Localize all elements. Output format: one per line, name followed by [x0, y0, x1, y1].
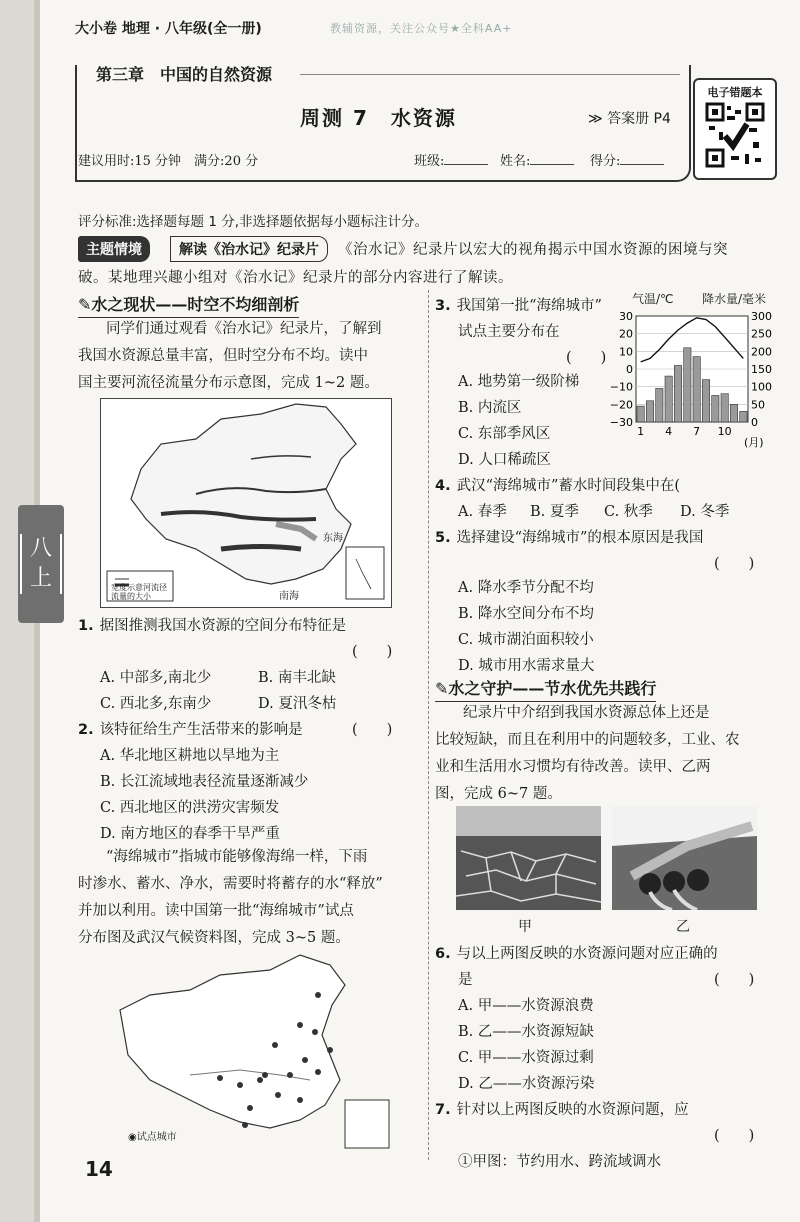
section1-paragraph: [78, 316, 418, 397]
para-line: 并加以利用。读中国第一批“海绵城市”试点: [78, 903, 354, 919]
question-number: 4.: [435, 478, 451, 494]
temp-tick-label: 20: [619, 327, 633, 341]
option[interactable]: B. 乙——水资源短缺: [458, 1024, 594, 1040]
para-line: 我国水资源总量丰富，但时空分布不均。读中: [78, 348, 368, 364]
class-field[interactable]: [414, 150, 488, 169]
precip-tick-label: 50: [751, 398, 765, 412]
answer-line: ①甲图：节约用水、跨流域调水: [458, 1154, 661, 1170]
section-heading-protect: [435, 676, 656, 702]
column-divider: [428, 290, 430, 1160]
watermark: 教辅资源，关注公众号★全科AA+: [330, 22, 513, 35]
question-2: [78, 718, 303, 739]
pencil-icon: ✎: [78, 295, 92, 314]
photo-sewage-outfall: [612, 806, 757, 910]
precip-bar: [702, 380, 709, 422]
china-river-map-svg: [101, 399, 391, 607]
question-6-cont: 是: [458, 972, 473, 988]
section-heading-text: 水之现状——时空不均细剖析: [91, 295, 300, 314]
option[interactable]: D. 夏汛冬枯: [258, 696, 337, 712]
para-line: 时渗水、蓄水、净水，需要时将蓄存的水“释放”: [78, 876, 383, 892]
option[interactable]: A. 中部多,南北少: [100, 670, 212, 686]
answer-paren[interactable]: ( ): [714, 972, 755, 988]
precip-bar: [646, 401, 653, 422]
temp-tick-label: 0: [626, 363, 633, 376]
wuhan-climate-chart: [610, 290, 790, 450]
map-label-south-sea: 南海: [279, 591, 299, 602]
option[interactable]: C. 城市湖泊面积较小: [458, 632, 594, 648]
name-field[interactable]: [500, 150, 574, 169]
precip-bar: [693, 357, 700, 422]
question-1: [78, 614, 346, 635]
photo-label-jia: 甲: [518, 919, 532, 935]
precip-tick-label: 250: [751, 327, 772, 341]
option[interactable]: A. 华北地区耕地以旱地为主: [100, 748, 280, 764]
grade-side-tab: [18, 505, 64, 623]
question-number: 7.: [435, 1102, 451, 1118]
theme-intro-line-1: 《治水记》纪录片以宏大的视角揭示中国水资源的困境与突: [338, 242, 728, 258]
question-text: 针对以上两图反映的水资源问题，应: [456, 1102, 689, 1118]
question-number: 6.: [435, 946, 451, 962]
month-tick-label: 7: [693, 425, 701, 438]
option[interactable]: D. 城市用水需求量大: [458, 658, 595, 674]
precip-bar: [637, 406, 644, 422]
answer-paren[interactable]: ( ): [566, 350, 607, 366]
side-tab-char-1: 八: [20, 534, 62, 564]
question-3: [435, 294, 602, 315]
para-line: 业和生活用水习惯均有待改善。读甲、乙两: [435, 759, 711, 775]
side-tab-char-2: 上: [20, 564, 62, 594]
score-standard: 评分标准:选择题每题 1 分,非选择题依据每小题标注计分。: [78, 214, 429, 230]
option[interactable]: B. 降水空间分布不均: [458, 606, 594, 622]
qr-label: 电子错题本: [707, 86, 763, 99]
map-label-east-sea: 东海: [323, 533, 343, 544]
temp-tick-label: 30: [619, 310, 633, 323]
month-unit-label: (月): [744, 436, 764, 449]
chapter-title: 第三章 中国的自然资源: [90, 62, 278, 85]
month-tick-label: 4: [665, 425, 673, 438]
para-line: 国主要河流径流量分布示意图，完成 1~2 题。: [78, 375, 379, 391]
option[interactable]: C. 甲——水资源过剩: [458, 1050, 594, 1066]
precip-bar: [730, 404, 737, 422]
precip-tick-label: 100: [751, 380, 772, 394]
precip-bar: [684, 348, 691, 422]
chapter-divider: [300, 74, 680, 75]
temp-tick-label: −10: [610, 380, 633, 394]
question-number: 5.: [435, 530, 451, 546]
option[interactable]: A. 地势第一级阶梯: [458, 374, 580, 390]
question-text: 选择建设“海绵城市”的根本原因是我国: [456, 530, 704, 546]
question-text: 据图推测我国水资源的空间分布特征是: [99, 618, 347, 634]
map-legend-pilot: ◉试点城市: [128, 1132, 177, 1143]
option[interactable]: A. 降水季节分配不均: [458, 580, 594, 596]
sponge-city-map: [100, 950, 400, 1150]
option[interactable]: B. 内流区: [458, 400, 522, 416]
answer-reference: ≫ 答案册 P4: [588, 111, 671, 127]
sponge-city-map-svg: [100, 950, 400, 1150]
score-field[interactable]: [590, 150, 664, 169]
book-title: 大小卷 地理 · 八年级(全一册): [75, 21, 262, 37]
name-label: 姓名:: [500, 154, 531, 169]
photo-label-yi: 乙: [676, 919, 690, 935]
precip-bar: [674, 365, 681, 422]
question-text: 该特征给生产生活带来的影响是: [99, 722, 303, 738]
option[interactable]: C. 秋季: [604, 504, 653, 520]
option[interactable]: B. 长江流域地表径流量逐渐减少: [100, 774, 309, 790]
question-text: 我国第一批“海绵城市”: [456, 298, 602, 314]
para-line: 纪录片中介绍到我国水资源总体上还是: [463, 705, 710, 721]
precip-tick-label: 200: [751, 345, 772, 359]
question-text: 武汉“海绵城市”蓄水时间段集中在(: [456, 478, 681, 494]
para-line: 比较短缺，而且在利用中的问题较多，工业、农: [435, 732, 740, 748]
option[interactable]: A. 甲——水资源浪费: [458, 998, 594, 1014]
precip-bar: [665, 376, 672, 422]
precip-bar: [740, 411, 747, 422]
theme-subtitle: 解读《治水记》纪录片: [170, 236, 328, 262]
score-label: 得分:: [590, 154, 621, 169]
qr-code-icon[interactable]: [705, 102, 765, 168]
river-runoff-map: [100, 398, 392, 608]
answer-paren[interactable]: ( ): [352, 722, 393, 738]
question-number: 1.: [78, 618, 94, 634]
para-line: “海绵城市”指城市能够像海绵一样，下雨: [106, 849, 368, 865]
answer-paren[interactable]: ( ): [714, 1128, 755, 1144]
chart-right-axis-label: 降水量/毫米: [702, 292, 767, 306]
option[interactable]: C. 西北地区的洪涝灾害频发: [100, 800, 280, 816]
answer-paren[interactable]: ( ): [714, 556, 755, 572]
question-text: 与以上两图反映的水资源问题对应正确的: [456, 946, 718, 962]
climate-chart-svg: [610, 306, 790, 450]
temp-tick-label: 10: [619, 345, 633, 359]
precip-tick-label: 150: [751, 363, 772, 376]
option[interactable]: B. 夏季: [530, 504, 579, 520]
option[interactable]: B. 南丰北缺: [258, 670, 336, 686]
question-5: [435, 526, 703, 547]
section-heading-text: 水之守护——节水优先共践行: [448, 679, 657, 698]
month-tick-label: 1: [637, 425, 645, 438]
option[interactable]: C. 东部季风区: [458, 426, 551, 442]
page-number: 14: [85, 1157, 113, 1181]
temp-tick-label: −20: [610, 398, 633, 412]
precip-tick-label: 0: [751, 416, 758, 429]
option[interactable]: D. 南方地区的春季干旱严重: [100, 826, 280, 842]
option[interactable]: D. 冬季: [680, 504, 730, 520]
map-legend: 宽度示意河流径流量的大小: [111, 583, 167, 601]
precip-bar: [721, 394, 728, 422]
option[interactable]: D. 人口稀疏区: [458, 452, 551, 468]
question-number: 3.: [435, 298, 451, 314]
question-4: [435, 474, 680, 495]
section-heading-status: [78, 292, 299, 318]
pencil-icon: ✎: [435, 679, 449, 698]
option[interactable]: A. 春季: [458, 504, 507, 520]
question-7: [435, 1098, 689, 1119]
para-line: 图，完成 6~7 题。: [435, 786, 562, 802]
month-tick-label: 10: [717, 425, 732, 438]
para-line: 分布图及武汉气候资料图，完成 3~5 题。: [78, 930, 350, 946]
precip-bar: [656, 388, 663, 422]
section2-paragraph: [435, 700, 780, 808]
time-score-info: 建议用时:15 分钟 满分:20 分: [78, 154, 259, 169]
page-title: 周测 7 水资源: [300, 106, 457, 130]
precip-bar: [712, 396, 719, 423]
theme-tag: 主题情境: [78, 236, 150, 262]
theme-intro-line-2: 破。某地理兴趣小组对《治水记》纪录片的部分内容进行了解读。: [78, 270, 513, 286]
option[interactable]: C. 西北多,东南少: [100, 696, 212, 712]
photo-cracked-earth: [456, 806, 601, 910]
option[interactable]: D. 乙——水资源污染: [458, 1076, 595, 1092]
answer-paren[interactable]: ( ): [352, 644, 393, 660]
chart-left-axis-label: 气温/℃: [632, 292, 674, 306]
precip-tick-label: 300: [751, 310, 772, 323]
sponge-city-paragraph: [78, 844, 418, 952]
question-number: 2.: [78, 722, 94, 738]
temp-tick-label: −30: [610, 416, 633, 429]
class-label: 班级:: [414, 154, 445, 169]
para-line: 同学们通过观看《治水记》纪录片，了解到: [106, 321, 382, 337]
question-3-cont: 试点主要分布在: [458, 324, 560, 340]
question-6: [435, 942, 718, 963]
